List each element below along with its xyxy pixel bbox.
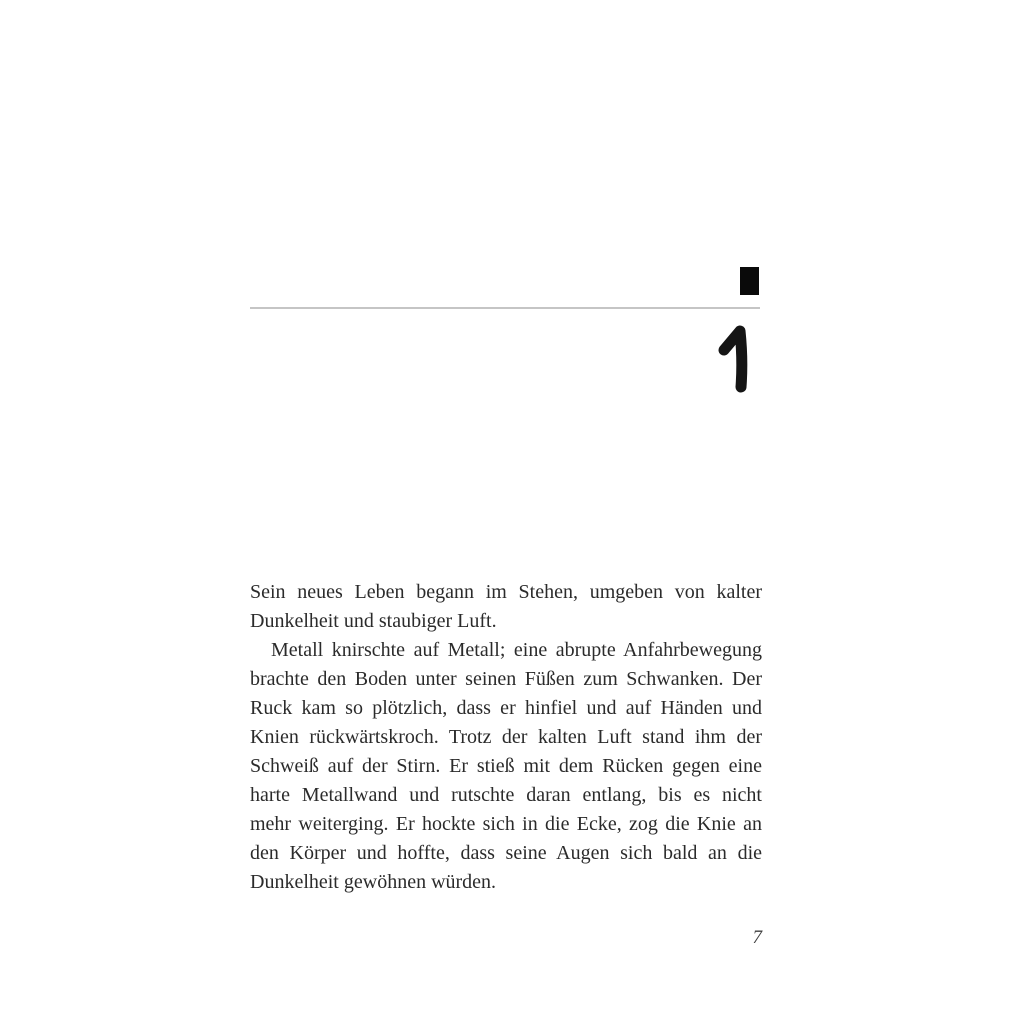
text-line: mehr weiterging. Er hockte sich in die Ecke, zog die Knie an bbox=[250, 813, 762, 835]
handwritten-numeral-1-glyph bbox=[714, 317, 758, 399]
text-line: brachte den Boden unter seinen Füßen zum Schwanken. Der bbox=[250, 668, 762, 690]
chapter-number bbox=[714, 317, 758, 399]
chapter-rule bbox=[250, 307, 760, 309]
text-line: den Körper und hoffte, dass seine Augen sich bald an die bbox=[250, 842, 762, 864]
page-number: 7 bbox=[752, 927, 762, 948]
text-line: Metall knirschte auf Metall; eine abrupte Anfahrbewegung bbox=[271, 639, 762, 661]
text-line: Sein neues Leben begann im Stehen, umgeben von kalter bbox=[250, 581, 762, 603]
text-line: Knien rückwärtskroch. Trotz der kalten Luft stand ihm der bbox=[250, 726, 762, 748]
text-line: harte Metallwand und rutschte daran entlang, bis es nicht bbox=[250, 784, 762, 806]
text-line: Dunkelheit gewöhnen würden. bbox=[250, 871, 497, 893]
text-line: Schweiß auf der Stirn. Er stieß mit dem Rücken gegen eine bbox=[250, 755, 762, 777]
text-line: Ruck kam so plötzlich, dass er hinfiel und auf Händen und bbox=[250, 697, 762, 719]
text-line: Dunkelheit und staubiger Luft. bbox=[250, 610, 497, 632]
chapter-ornament-square bbox=[740, 267, 759, 295]
chapter-body-text bbox=[250, 578, 762, 897]
